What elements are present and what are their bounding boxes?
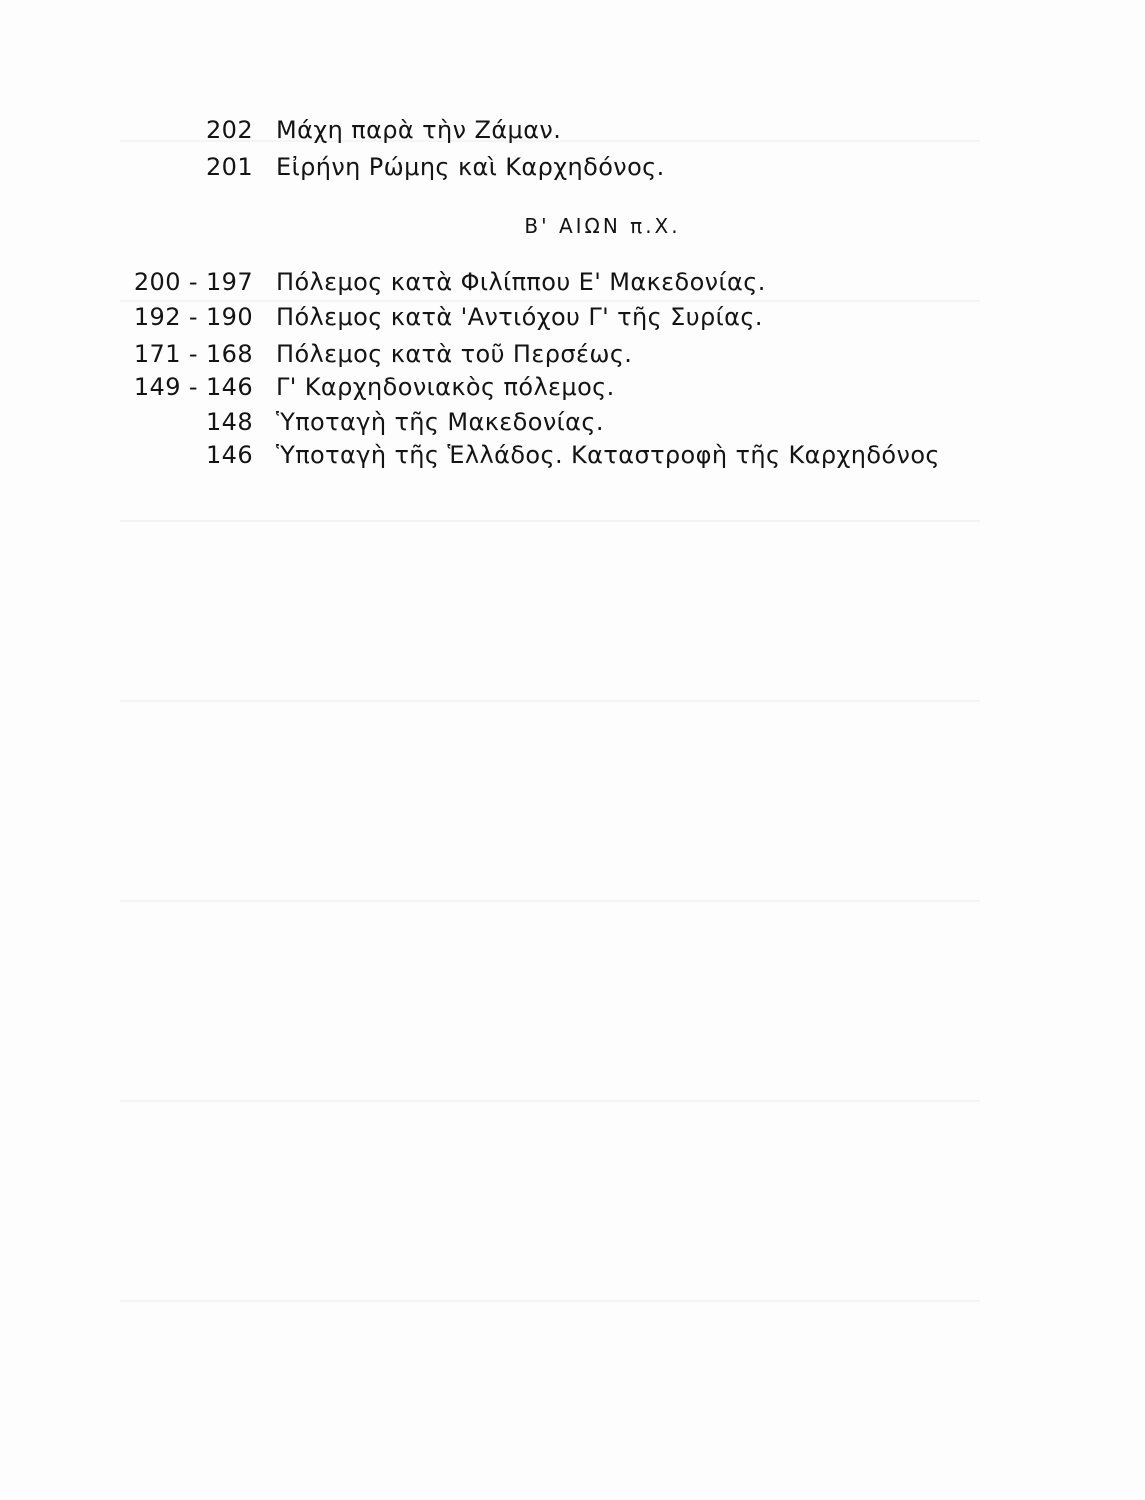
entry-text: Πόλεμος κατὰ 'Αντιόχου Γ' τῆς Συρίας. [276,303,763,331]
entry-years: 171 - 168 [133,340,253,368]
entry-year: 202 [205,116,253,144]
entry-text: Μάχη παρὰ τὴν Ζάμαν. [276,116,562,144]
entry-text: Ὑποταγὴ τῆς Ἑλλάδος. Καταστροφὴ τῆς Καρχηδόνος [276,441,940,469]
entry-years: 200 - 197 [133,268,253,296]
entry-years: 192 - 190 [133,303,253,331]
entry-years: 149 - 146 [133,373,253,401]
entry-years: 146 [205,441,253,469]
entry-text: Ὑποταγὴ τῆς Μακεδονίας. [276,408,604,436]
entry-text: Γ' Καρχηδονιακὸς πόλεμος. [276,373,615,401]
entry-years: 148 [205,408,253,436]
entry-year: 201 [205,153,253,181]
entry-text: Εἰρήνη Ρώμης καὶ Καρχηδόνος. [276,153,665,181]
entry-text: Πόλεμος κατὰ Φιλίππου Ε' Μακεδονίας. [276,268,766,296]
entry-text: Πόλεμος κατὰ τοῦ Περσέως. [276,340,633,368]
century-heading: Β' ΑΙΩΝ π.Χ. [524,214,681,238]
